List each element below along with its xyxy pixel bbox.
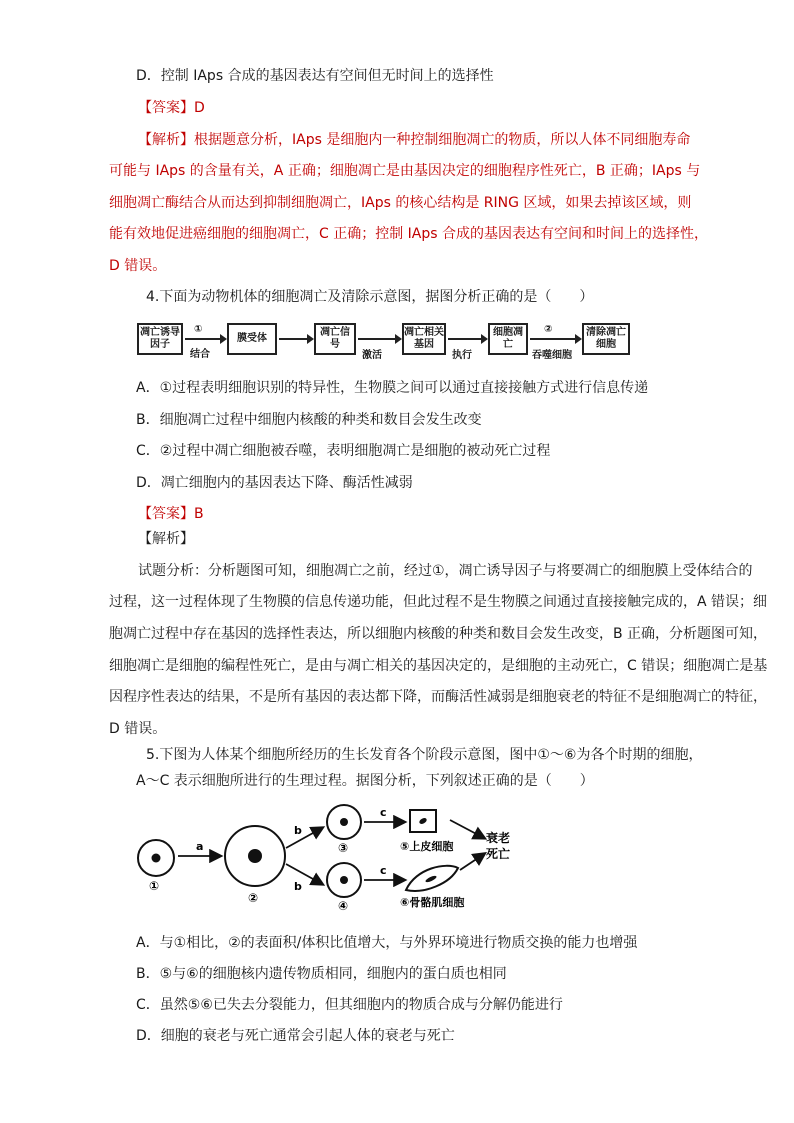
q5-option-a: A．与①相比，②的表面积/体积比值增大，与外界环境进行物质交换的能力也增强 — [136, 935, 638, 951]
fate-aging: 衰老 — [486, 831, 511, 845]
cell-development-diagram — [134, 798, 534, 918]
process-a-label: a — [196, 840, 204, 853]
q3-analysis-line: 细胞凋亡酶结合从而达到抑制细胞凋亡，IAps 的核心结构是 RING 区域，如果去掉该区域，则 — [109, 195, 692, 211]
q4-analysis-line: 细胞凋亡是细胞的编程性死亡，是由与凋亡相关的基因决定的，是细胞的主动死亡，C 错误；细胞凋亡是基 — [109, 658, 768, 674]
flow-label-bind: 结合 — [190, 349, 210, 360]
q3-option-d: D．控制 IAps 合成的基因表达有空间但无时间上的选择性 — [136, 68, 494, 84]
q4-option-b: B．细胞凋亡过程中细胞内核酸的种类和数目会发生改变 — [136, 412, 482, 428]
flow-box-receptor: 膜受体 — [227, 323, 277, 355]
flow-box-clearance: 清除凋亡细胞 — [582, 323, 630, 355]
process-b-label: b — [294, 880, 302, 893]
cell-1-label: ① — [149, 879, 160, 893]
q4-stem: 4.下面为动物机体的细胞凋亡及清除示意图，据图分析正确的是（ ） — [146, 289, 594, 305]
cell-3-label: ③ — [338, 841, 349, 855]
q4-analysis-line: 胞凋亡过程中存在基因的选择性表达，所以细胞内核酸的种类和数目会发生改变，B 正确，分析题图可知， — [109, 626, 768, 642]
q4-analysis-line: 因程序性表达的结果，不是所有基因的表达都下降，而酶活性减弱是细胞衰老的特征不是细胞凋亡的特征， — [109, 689, 767, 705]
cell-2-label: ② — [248, 891, 259, 905]
flow-arrow — [185, 338, 225, 340]
flow-box-genes: 凋亡相关基因 — [402, 323, 446, 355]
epithelial-label: ⑤上皮细胞 — [400, 840, 454, 853]
cell-4-nucleus — [340, 876, 348, 884]
flow-arrow — [530, 338, 580, 340]
arrow-fate-up — [450, 820, 484, 838]
process-b-label: b — [294, 824, 302, 837]
cell-3-nucleus — [340, 818, 348, 826]
process-c-label: c — [380, 806, 387, 819]
q5-stem: A～C 表示细胞所进行的生理过程。据图分析，下列叙述正确的是（ ） — [136, 773, 594, 789]
q3-answer: 【答案】D — [138, 100, 205, 116]
cell-4-label: ④ — [338, 899, 349, 913]
fate-death: 死亡 — [486, 847, 511, 861]
q4-option-a: A．①过程表明细胞识别的特异性，生物膜之间可以通过直接接触方式进行信息传递 — [136, 380, 649, 396]
q4-option-d: D．凋亡细胞内的基因表达下降、酶活性减弱 — [136, 475, 413, 491]
q4-analysis-line: 过程，这一过程体现了生物膜的信息传递功能，但此过程不是生物膜之间通过直接接触完成的，A 错误；细 — [109, 594, 768, 610]
flow-label-2: ② — [544, 324, 553, 335]
q5-option-b: B．⑤与⑥的细胞核内遗传物质相同，细胞内的蛋白质也相同 — [136, 966, 507, 982]
q4-analysis-line: D 错误。 — [109, 721, 167, 737]
q3-analysis-line: 可能与 IAps 的含量有关，A 正确；细胞凋亡是由基因决定的细胞程序性死亡，B 正确；IAps 与 — [109, 163, 701, 179]
process-c-label: c — [380, 864, 387, 877]
q4-analysis-line: 试题分析：分析题图可知，细胞凋亡之前，经过①，凋亡诱导因子与将要凋亡的细胞膜上受体结合的 — [138, 563, 753, 579]
q3-analysis-line: 【解析】根据题意分析，IAps 是细胞内一种控制细胞凋亡的物质，所以人体不同细胞寿命 — [138, 132, 691, 148]
flow-arrow — [279, 338, 312, 340]
q4-option-c: C．②过程中凋亡细胞被吞噬，表明细胞凋亡是细胞的被动死亡过程 — [136, 443, 551, 459]
cell-1-nucleus — [152, 854, 161, 863]
apoptosis-flow-diagram — [134, 318, 634, 368]
flow-label-activate: 激活 — [362, 350, 382, 361]
q3-analysis-line: D 错误。 — [109, 258, 167, 274]
q3-analysis-line: 能有效地促进癌细胞的细胞凋亡，C 正确；控制 IAps 合成的基因表达有空间和时间上的选择性， — [109, 226, 709, 242]
flow-label-phagocyte: 吞噬细胞 — [532, 350, 572, 361]
flow-box-apoptosis: 细胞凋亡 — [488, 323, 528, 355]
q5-stem: 5.下图为人体某个细胞所经历的生长发育各个阶段示意图，图中①～⑥为各个时期的细胞， — [146, 747, 703, 763]
arrow-fate-down — [460, 854, 484, 870]
flow-arrow — [448, 338, 486, 340]
muscle-label: ⑥骨骼肌细胞 — [400, 896, 465, 909]
arrow-b-down — [286, 864, 322, 884]
q5-option-c: C．虽然⑤⑥已失去分裂能力，但其细胞内的物质合成与分解仍能进行 — [136, 997, 563, 1013]
q4-analysis-title: 【解析】 — [138, 531, 194, 547]
q4-answer: 【答案】B — [138, 506, 204, 522]
flow-label-1: ① — [194, 324, 203, 335]
arrow-b-up — [286, 828, 322, 848]
q5-option-d: D．细胞的衰老与死亡通常会引起人体的衰老与死亡 — [136, 1028, 455, 1044]
flow-box-signal: 凋亡信号 — [314, 323, 356, 355]
flow-box-inducer: 凋亡诱导因子 — [137, 323, 183, 355]
cell-2-nucleus — [248, 849, 262, 863]
flow-label-execute: 执行 — [452, 350, 472, 361]
flow-arrow — [358, 338, 400, 340]
